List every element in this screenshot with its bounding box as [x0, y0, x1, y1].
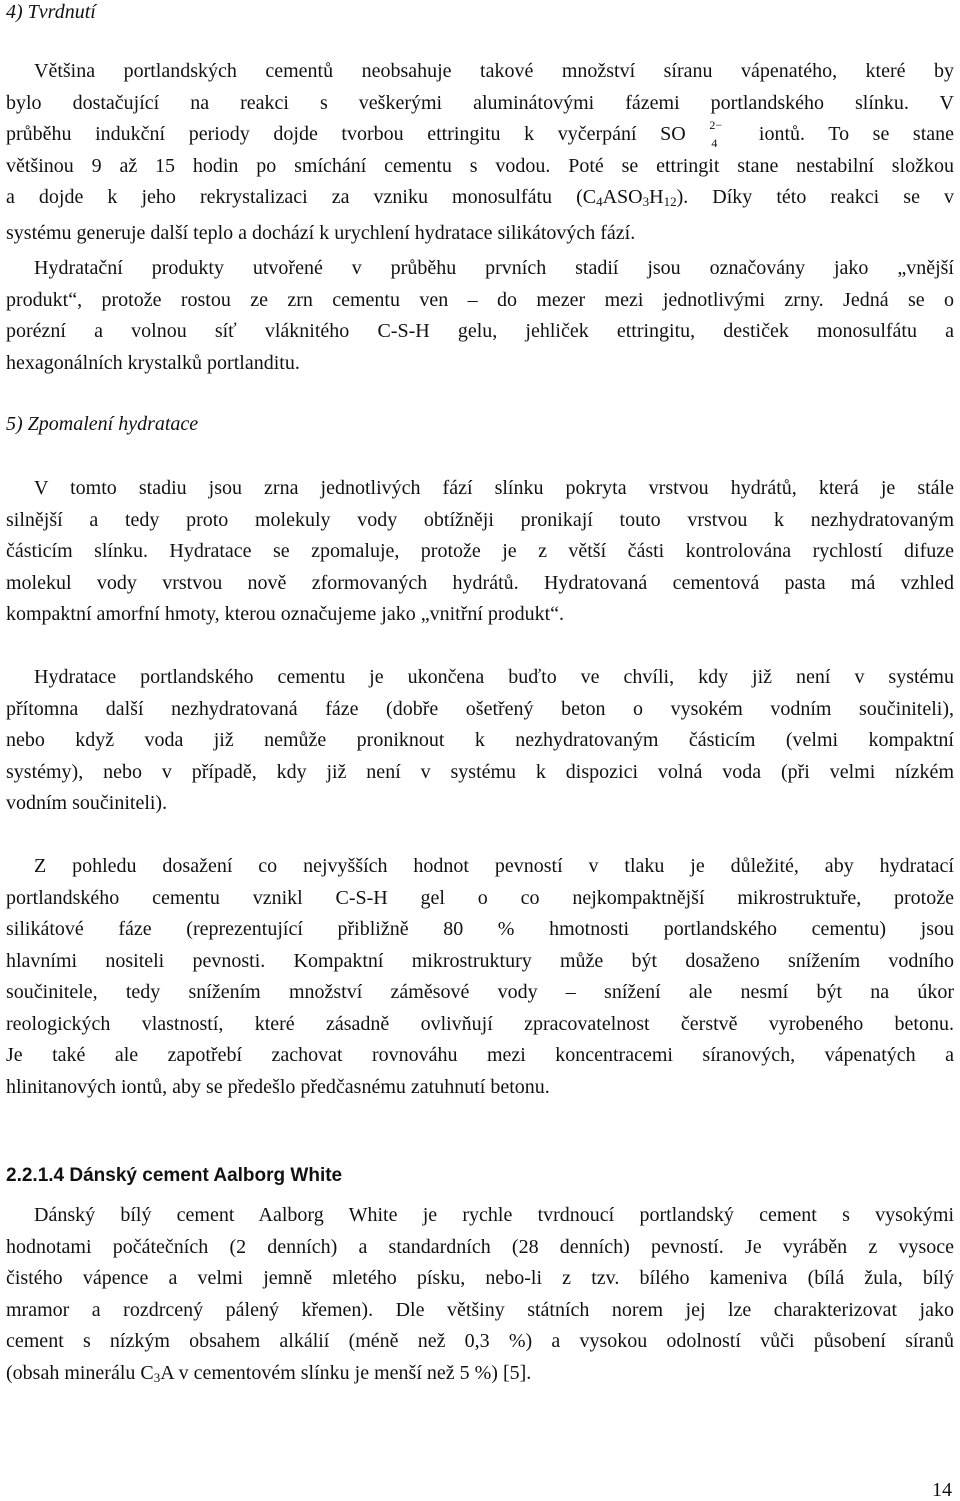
text-fragment: ). Díky této reakci se v — [676, 186, 954, 208]
formula-subscript: 12 — [663, 194, 677, 209]
text-line: vodním součiniteli). — [6, 792, 168, 814]
text-line: porézní a volnou síť vláknitého C-S-H gelu, jehliček ettringitu, destiček monosulfátu a — [6, 320, 954, 342]
text-line: nebo když voda již nemůže proniknout k nezhydratovaným částicím (velmi kompaktní — [6, 729, 954, 751]
text-line: čistého vápence a velmi jemně mletého písku, nebo-li z tzv. bílého kameniva (bílá žula, bílý — [6, 1267, 954, 1289]
text-line: molekul vody vrstvou nově zformovaných hydrátů. Hydratovaná cementová pasta má vzhled — [6, 571, 954, 594]
text-line: hlavními nositeli pevnosti. Kompaktní mikrostruktury může být dosaženo snížením vodního — [6, 949, 954, 972]
text-line: součinitele, tedy snížením množství záměsové vody – snížení ale nesmí být na úkor — [6, 981, 954, 1003]
text-fragment: H — [649, 186, 664, 208]
page-number: 14 — [932, 1479, 952, 1501]
text-line: kompaktní amorfní hmoty, kterou označujeme jako „vnitřní produkt“. — [6, 603, 564, 625]
text-fragment: iontů. To se stane — [758, 123, 954, 145]
text-fragment: průběhu indukční periody dojde tvorbou ettringitu k vyčerpání SO — [6, 123, 686, 145]
section-heading-tvrdnuti: 4) Tvrdnutí — [6, 1, 96, 23]
text-line: Je také ale zapotřebí zachovat rovnováhu mezi koncentracemi síranových, vápenatých a — [6, 1044, 954, 1066]
text-line: hexagonálních krystalků portlanditu. — [6, 351, 300, 374]
text-line: silnější a tedy proto molekuly vody obtížněji pronikají touto vrstvou k nezhydratovaným — [6, 508, 954, 531]
text-fragment: A v cementovém slínku je menší než 5 %) [5]. — [160, 1361, 532, 1384]
text-line: bylo dostačující na reakci s veškerými aluminátovými fázemi portlandského slínku. V — [6, 91, 954, 114]
text-line: Z pohledu dosažení co nejvyšších hodnot pevností v tlaku je důležité, aby hydratací — [34, 855, 954, 877]
text-line: Hydratace portlandského cementu je ukončena buďto ve chvíli, kdy již není v systému — [34, 666, 954, 688]
text-fragment: ASO — [602, 186, 643, 208]
text-line: V tomto stadiu jsou zrna jednotlivých fází slínku pokryta vrstvou hydrátů, která je stále — [34, 477, 954, 499]
ion-charge: 2− — [709, 118, 723, 132]
section-heading-zpomaleni: 5) Zpomalení hydratace — [6, 413, 199, 435]
text-line: produkt“, protože rostou ze zrn cementu ven – do mezer mezi jednotlivými zrny. Jedná se o — [6, 288, 954, 311]
text-fragment: (obsah minerálu C — [6, 1361, 154, 1384]
sulfate-ion-formula — [709, 118, 735, 150]
text-line: Hydratační produkty utvořené v průběhu prvních stadií jsou označovány jako „vnější — [34, 257, 954, 279]
text-line: Většina portlandských cementů neobsahuje takové množství síranu vápenatého, které by — [34, 60, 954, 82]
text-line: portlandského cementu vznikl C-S-H gel o co nejkompaktnější mikrostruktuře, protože — [6, 886, 954, 909]
text-line — [6, 119, 954, 151]
section-heading-aalborg: 2.2.1.4 Dánský cement Aalborg White — [6, 1165, 343, 1186]
text-line — [6, 182, 954, 218]
text-line: reologických vlastností, které zásadně ovlivňují zpracovatelnost čerstvě vyrobeného betonu. — [6, 1012, 954, 1035]
paragraph-zpomaleni-2 — [6, 662, 954, 820]
paragraph-zpomaleni-1 — [6, 473, 954, 631]
formula-subscript: 3 — [642, 194, 650, 209]
text-line: systémy), nebo v případě, kdy již není v systému k dispozici volná voda (při velmi nízkém — [6, 760, 954, 783]
formula-subscript: 3 — [153, 1369, 161, 1385]
paragraph-tvrdnuti-1 — [6, 56, 954, 249]
text-line: silikátové fáze (reprezentující přibližně 80 % hmotnosti portlandského cementu) jsou — [6, 918, 954, 940]
paragraph-aalborg — [6, 1200, 954, 1393]
text-line: mramor a rozdrcený pálený křemen). Dle většiny státních norem jej lze charakterizovat jako — [6, 1298, 954, 1321]
text-line — [6, 1358, 954, 1394]
paragraph-tvrdnuti-2 — [6, 253, 954, 379]
text-line: hlinitanových iontů, aby se předešlo předčasnému zatuhnutí betonu. — [6, 1075, 550, 1098]
text-fragment: a dojde k jeho rekrystalizaci za vzniku monosulfátu (C — [6, 186, 597, 208]
text-line: systému generuje další teplo a dochází k urychlení hydratace silikátových fází. — [6, 221, 636, 244]
formula-subscript: 4 — [596, 194, 603, 209]
text-line: částicím slínku. Hydratace se zpomaluje, protože je z větší části kontrolována rychlostí difuze — [6, 540, 954, 562]
ion-subscript: 4 — [711, 136, 718, 150]
paragraph-zpomaleni-3 — [6, 851, 954, 1103]
text-line: přítomna další nezhydratovaná fáze (dobře ošetřený beton o vysokém vodním součiniteli), — [6, 697, 954, 720]
text-line: cement s nízkým obsahem alkálií (méně než 0,3 %) a vysokou odolností vůči působení síranů — [6, 1330, 954, 1352]
text-line: hodnotami počátečních (2 denních) a standardních (28 denních) pevností. Je vyráběn z vysoce — [6, 1235, 954, 1258]
text-line: Dánský bílý cement Aalborg White je rychle tvrdnoucí portlandský cement s vysokými — [34, 1204, 954, 1226]
text-line: většinou 9 až 15 hodin po smíchání cementu s vodou. Poté se ettringit stane nestabilní složkou — [6, 154, 954, 177]
